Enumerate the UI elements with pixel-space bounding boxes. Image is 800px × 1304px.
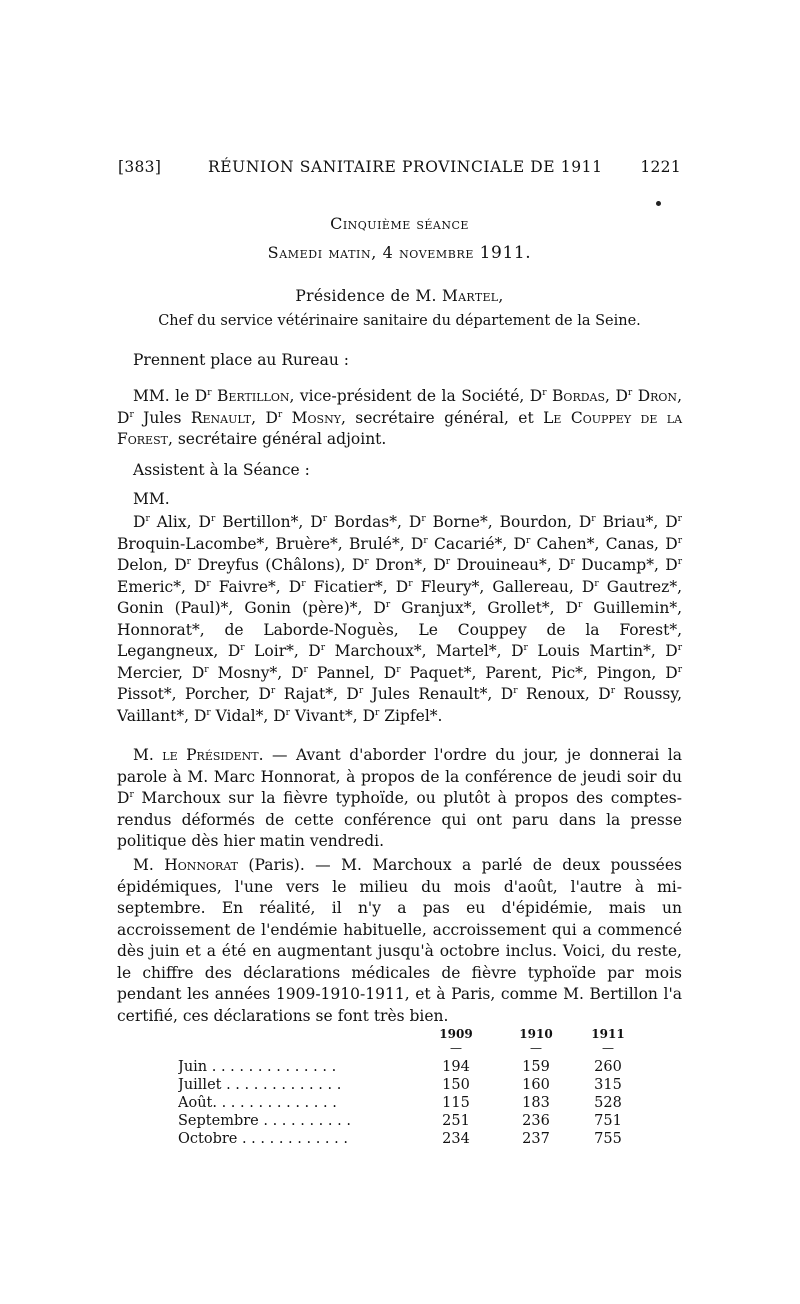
table-row: [178, 1077, 628, 1095]
month-label: Juin . . . . . . . . . . . . . .: [178, 1059, 337, 1075]
header-dash: —: [602, 1041, 614, 1055]
value-1909: 234: [442, 1131, 470, 1147]
year-header: 1911: [591, 1027, 625, 1041]
year-header: 1909: [439, 1027, 473, 1041]
ink-dot: [656, 201, 661, 206]
president-name: Martel,: [442, 287, 504, 305]
table-row: [178, 1095, 628, 1113]
value-1911: 755: [594, 1131, 622, 1147]
page-reference: [383]: [118, 158, 162, 176]
session-date: [118, 243, 681, 263]
month-label: Juillet . . . . . . . . . . . . .: [178, 1077, 342, 1093]
year-header: 1910: [519, 1027, 553, 1041]
table-row: [178, 1113, 628, 1131]
month-label: Octobre . . . . . . . . . . . .: [178, 1131, 348, 1147]
value-1910: 236: [522, 1113, 550, 1129]
session-date-prefix: Samedi matin, 4 novembre: [267, 243, 480, 262]
attendance-mm: MM.: [133, 490, 170, 508]
value-1910: 159: [522, 1059, 550, 1075]
month-label: Août. . . . . . . . . . . . . .: [178, 1095, 337, 1111]
value-1911: 315: [594, 1077, 622, 1093]
value-1909: 115: [442, 1095, 470, 1111]
value-1911: 260: [594, 1059, 622, 1075]
page-number: 1221: [640, 158, 681, 176]
session-year: 1911.: [479, 243, 532, 263]
president-role: Chef du service vétérinaire sanitaire du département de la Seine.: [158, 313, 641, 329]
value-1910: 237: [522, 1131, 550, 1147]
honnorat-paragraph: M. Honnorat (Paris). — M. Marchoux a parlé de deux poussées épidémiques, l'une vers le milieu du mois d'août, l'autre à mi-septembre. En réalité, il n'y a pas eu d'épidémie, mais un accroissement de l'endémie habituelle, accroissement qui a commencé dès juin et a été en augmentant jusqu'à octobre inclus. Voici, du reste, le chiffre des déclarations médicales de fièvre typhoïde par mois pendant les années 1909-1910-1911, et à Paris, comme M. Bertillon l'a certifié, ces déclarations se font très bien.: [117, 856, 682, 1025]
table-row: [178, 1059, 628, 1077]
table-row: [178, 1131, 628, 1149]
header-dash: —: [450, 1041, 462, 1055]
month-label: Septembre . . . . . . . . . .: [178, 1113, 351, 1129]
value-1909: 251: [442, 1113, 470, 1129]
value-1910: 183: [522, 1095, 550, 1111]
bureau-heading: Prennent place au Rureau :: [133, 351, 349, 369]
presidency-prefix: Présidence de M.: [295, 287, 443, 305]
attendance-heading: Assistent à la Séance :: [133, 461, 310, 479]
value-1909: 194: [442, 1059, 470, 1075]
presidency-line: [118, 287, 681, 305]
header-dash: —: [530, 1041, 542, 1055]
value-1910: 160: [522, 1077, 550, 1093]
bureau-members: MM. le $D^r$ Bertillon, vice-président de la Société, $D^r$ Bordas, $D^r$ Dron, $D^r$ Jules Renault, $D^r$ Mosny, secrétaire général, et Le Couppey de la Forest, secrétaire général adjoint.: [117, 387, 683, 448]
value-1909: 150: [442, 1077, 470, 1093]
running-title: RÉUNION SANITAIRE PROVINCIALE DE 1911: [208, 158, 603, 176]
value-1911: 751: [594, 1113, 622, 1129]
running-head: [118, 158, 681, 180]
value-1911: 528: [594, 1095, 622, 1111]
president-paragraph: M. le Président. — Avant d'aborder l'ordre du jour, je donnerai la parole à M. Marc Honnorat, à propos de la conférence de jeudi soir du $D^r$ Marchoux sur la fièvre typhoïde, ou plutôt à propos des comptes-rendus déformés de cette conférence qui ont paru dans la presse politique dès hier matin vendredi.: [117, 746, 683, 850]
attendance-list: $D^r$ Alix, $D^r$ Bertillon*, $D^r$ Bordas*, $D^r$ Borne*, Bourdon, $D^r$ Briau*, $D^r$ Broquin-Lacombe*, Bruère*, Brulé*, $D^r$ Cacarié*, $D^r$ Cahen*, Canas, $D^r$ Delon, $D^r$ Dreyfus (Châlons), $D^r$ Dron*, $D^r$ Drouineau*, $D^r$ Ducamp*, $D^r$ Emeric*, $D^r$ Faivre*, $D^r$ Ficatier*, $D^r$ Fleury*, Gallereau, $D^r$ Gautrez*, Gonin (Paul)*, Gonin (père)*, $D^r$ Granjux*, Grollet*, $D^r$ Guillemin*, Honnorat*, de Laborde-Noguès, Le Couppey de la Forest*, Legangneux, $D^r$ Loir*, $D^r$ Marchoux*, Martel*, $D^r$ Louis Martin*, $D^r$ Mercier, $D^r$ Mosny*, $D^r$ Pannel, $D^r$ Paquet*, Parent, Pic*, Pingon, $D^r$ Pissot*, Porcher, $D^r$ Rajat*, $D^r$ Jules Renault*, $D^r$ Renoux, $D^r$ Roussy, Vaillant*, $D^r$ Vidal*, $D^r$ Vivant*, $D^r$ Zipfel*.: [117, 513, 683, 725]
session-title: Cinquième séance: [330, 214, 469, 233]
